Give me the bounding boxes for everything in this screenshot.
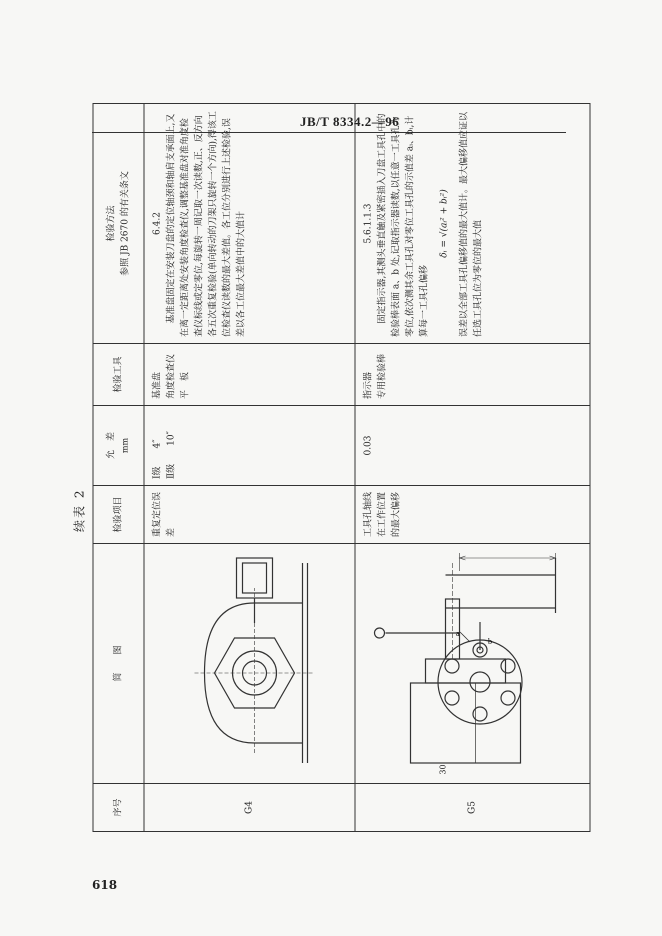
table-caption: 续表 2 — [72, 488, 87, 532]
tool-item: 角度检查仪 — [166, 353, 177, 399]
row-method — [144, 104, 355, 344]
header-tolerance-label: 允 差 — [106, 432, 117, 460]
method-formula: δᵢ = √(aᵢ² + bᵢ²) — [439, 189, 450, 258]
row-method — [355, 104, 590, 344]
page-number: 618 — [92, 878, 118, 892]
header-item: 检验项目 — [93, 486, 144, 544]
row-item: 工具孔轴线在工作位置的最大偏移 — [355, 486, 590, 544]
header-method-label: 检验方法 — [106, 205, 117, 242]
row-tools — [355, 344, 590, 406]
row-seq: G4 — [144, 784, 355, 832]
header-method — [93, 104, 144, 344]
turret-plan-view — [430, 620, 530, 740]
dimension-label: 30 — [438, 764, 448, 775]
method-clause: 5.6.1.1.3 — [363, 203, 374, 244]
tolerance-line: 0.03 — [363, 435, 374, 456]
row-item: 重复定位误差 — [144, 486, 355, 544]
header-seq: 序号 — [93, 784, 144, 832]
tool-item: 指示器 — [363, 371, 374, 399]
row-seq: G5 — [355, 784, 590, 832]
method-text: 基准盘固定在安装刀盘的定位轴颈和轴肩支承面上,又在离一定距离处安装角度检查仪,调整基准盘对准角度检查仪标线或定零位,每旋转一周记取一次读数,正、反方向各五次重复检验(单向转动的刀架只旋转一个方向),得该工位检查仪读数的最大差值。各工位分别进行上述检验,误差以各工位最大差值中的大值计 — [166, 111, 247, 337]
row-tolerance — [355, 406, 590, 486]
tolerance-line: Ⅱ级 10″ — [166, 431, 177, 479]
method-clause: 6.4.2 — [152, 212, 163, 235]
tolerance-line: Ⅰ级 4″ — [152, 439, 163, 479]
figure-g4-drawing — [145, 543, 350, 783]
figure-g4-cell — [144, 544, 355, 784]
header-tolerance-unit: mm — [120, 437, 130, 454]
table-row — [144, 104, 355, 832]
method-text: 固定指示器,其测头垂直触及紧密插入刀盘工具孔中的检验棒表面 a、b 处,记取指示器读数,以任意一工具孔为零位,依次测其余工具孔对零位工具孔的示值差 aᵢ、bᵢ,计算每一工具孔偏移 — [377, 113, 430, 337]
figure-g5-plan-view — [584, 782, 585, 783]
header-tool: 检验工具 — [93, 344, 144, 406]
label-a: a — [456, 629, 460, 638]
tool-item: 基准盘 — [152, 371, 163, 399]
header-method-ref: 参照 JB 2670 的有关条文 — [120, 171, 131, 276]
table-header-row — [93, 104, 144, 832]
row-tools — [144, 344, 355, 406]
tool-item: 平 板 — [180, 371, 191, 399]
row-tolerance — [144, 406, 355, 486]
tool-item: 专用检验棒 — [377, 353, 388, 399]
document-code: JB/T 8334.2—96 — [300, 114, 400, 129]
method-tail: 误差以全部工具孔偏移值的最大值计。最大偏移值应证以任选工具孔位为零位的最大值 — [459, 111, 484, 337]
header-figure: 简 图 — [93, 544, 144, 784]
label-b: b — [488, 637, 492, 646]
header-tolerance — [93, 406, 144, 486]
